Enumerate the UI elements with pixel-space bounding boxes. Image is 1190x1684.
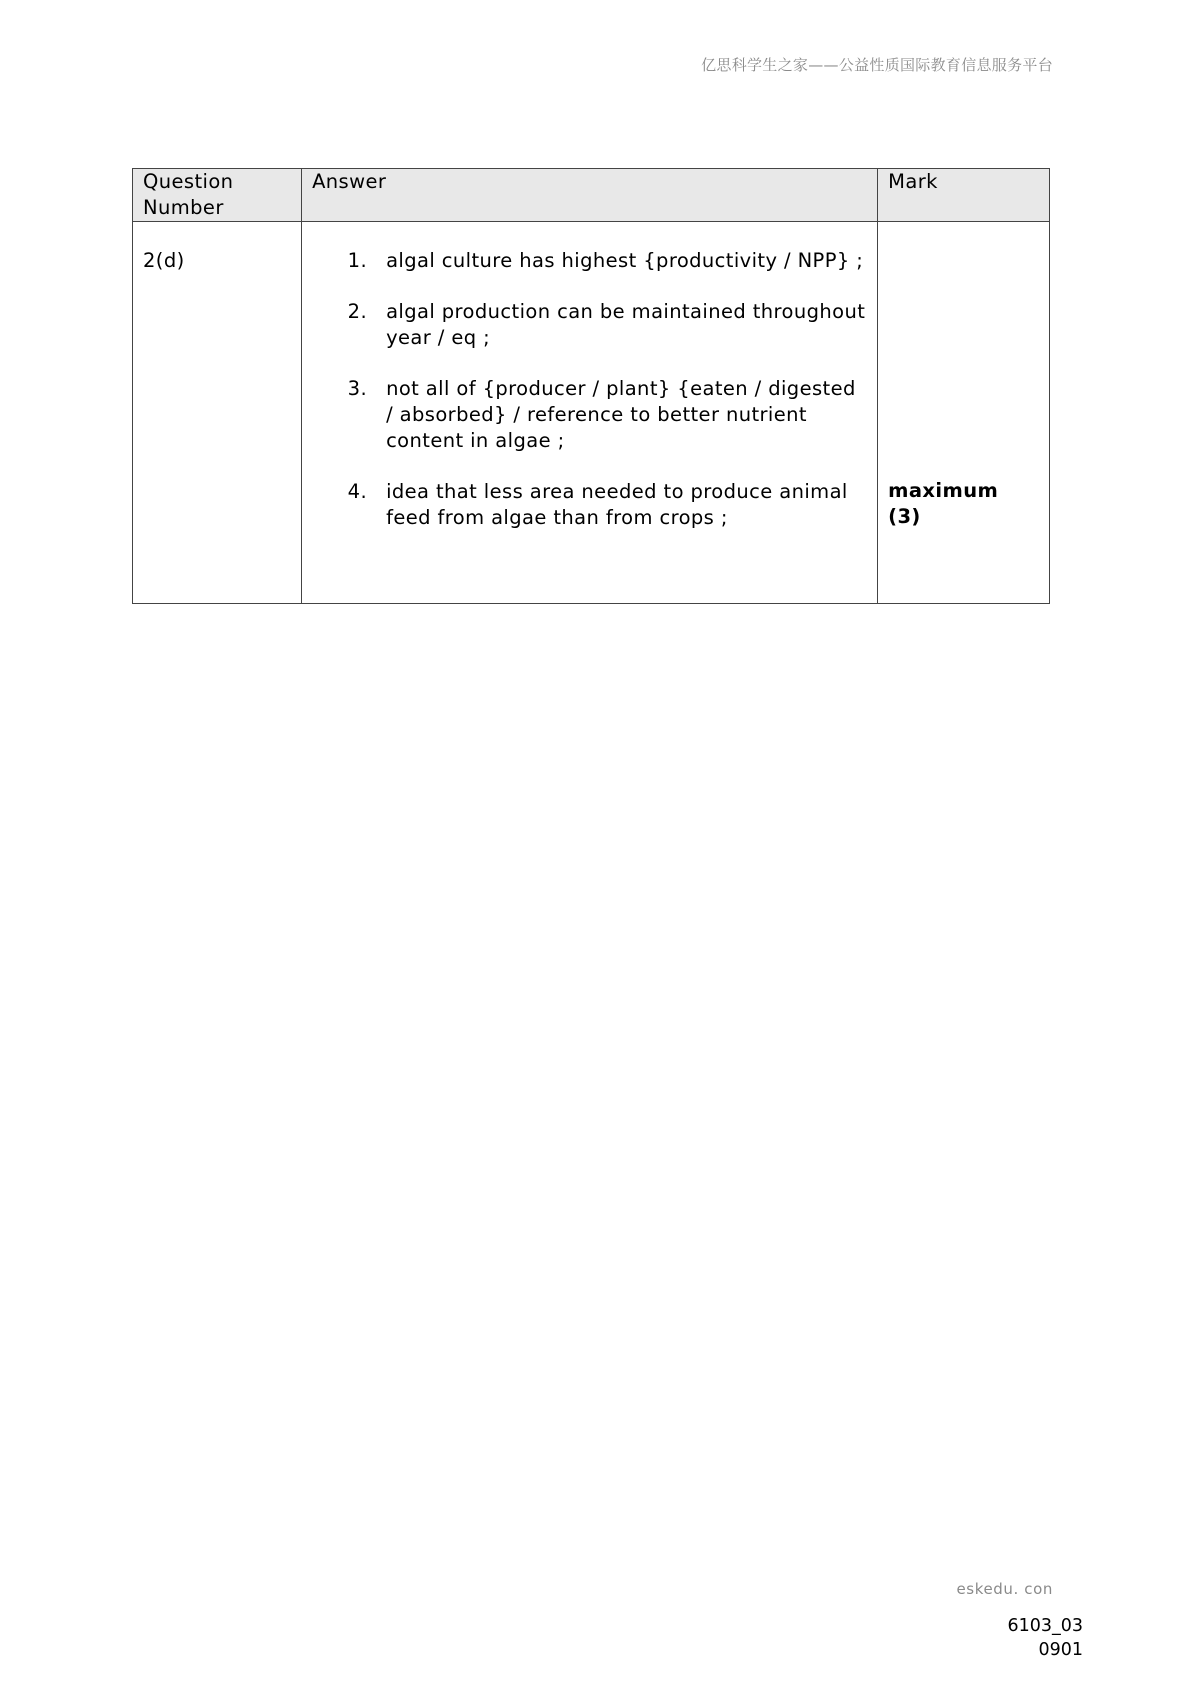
paper-code-line2: 0901	[1038, 1640, 1083, 1660]
paper-code-line1: 6103_03	[1007, 1616, 1083, 1636]
footer-paper-code	[1007, 1614, 1083, 1662]
mark-label: maximum	[888, 479, 999, 502]
answer-item-number: 3.	[347, 377, 368, 400]
table-row	[133, 222, 1050, 604]
question-header-line1: Question	[143, 170, 234, 193]
question-header-line2: Number	[143, 196, 224, 219]
mark-header: Mark	[878, 169, 1050, 222]
answer-item-text: algal production can be maintained throughout year / eq ;	[386, 300, 866, 349]
answer-item	[302, 479, 869, 531]
answer-header: Answer	[302, 169, 878, 222]
table-header-row	[133, 169, 1050, 222]
question-number-header	[133, 169, 302, 222]
mark-value	[888, 478, 998, 530]
question-number: 2(d)	[133, 222, 302, 604]
answer-item	[302, 248, 869, 274]
footer-site-text: eskedu. con	[956, 1580, 1053, 1598]
answer-item-number: 4.	[347, 480, 368, 503]
answer-item	[302, 299, 869, 351]
mark-cell	[878, 222, 1050, 604]
answer-list	[302, 248, 869, 531]
mark-scheme-table	[132, 168, 1050, 604]
answer-item-number: 2.	[347, 300, 368, 323]
answer-item-text: algal culture has highest {productivity / NPP} ;	[386, 249, 864, 272]
mark-points: (3)	[888, 505, 921, 528]
answer-item-number: 1.	[347, 249, 368, 272]
answer-item-text: not all of {producer / plant} {eaten / digested / absorbed} / reference to better nutrient content in algae ;	[386, 377, 856, 452]
answer-item	[302, 376, 869, 454]
answer-item-text: idea that less area needed to produce animal feed from algae than from crops ;	[386, 480, 848, 529]
header-watermark: 亿思科学生之家——公益性质国际教育信息服务平台	[701, 56, 1053, 74]
answer-cell	[302, 222, 878, 604]
